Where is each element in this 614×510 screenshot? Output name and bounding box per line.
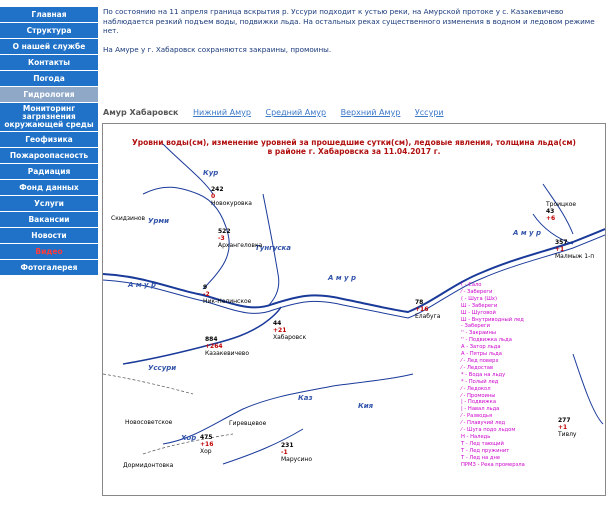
river-label-amur-west: А м у р bbox=[128, 281, 157, 289]
station-level: 44 bbox=[273, 320, 282, 327]
map-title-line-1: Уровни воды(см), изменение уровней за прошедшие сутки(см), ледовые явления, толщина льда(см) bbox=[132, 138, 576, 147]
nav-item-fire-danger[interactable]: Пожароопасность bbox=[0, 148, 98, 163]
legend-item: Ш - Забереги bbox=[461, 302, 498, 309]
legend-item: ⁄ - Ледостав bbox=[461, 364, 493, 371]
river-label-tunguska: Тунгуска bbox=[255, 244, 292, 252]
legend-item: ⁄ - Плавучий лед bbox=[461, 420, 506, 427]
station-nik-nelinskoe bbox=[203, 284, 251, 305]
station-dormidontovka bbox=[123, 462, 173, 469]
legend-item: '' - Подвижка льда bbox=[461, 337, 512, 344]
legend-item: ПРМЗ - Река промерзла bbox=[461, 461, 525, 468]
intro-paragraph-2: На Амуре у г. Хабаровск сохраняются закраины, промоины. bbox=[103, 44, 332, 54]
station-elabuga bbox=[415, 299, 440, 320]
station-change: +16 bbox=[415, 306, 429, 313]
legend-item: ⁄ - Промоины bbox=[461, 392, 496, 399]
station-change: -1 bbox=[281, 449, 288, 456]
map-title-line-2: в районе г. Хабаровска за 11.04.2017 г. bbox=[267, 147, 441, 156]
station-change: 0 bbox=[211, 193, 216, 200]
station-name: Казакевичево bbox=[205, 350, 249, 357]
nav-item-data-fund[interactable]: Фонд данных bbox=[0, 180, 98, 195]
intro-paragraph-1: По состоянию на 11 апреля граница вскрытия р. Уссури подходит к устью реки, на Амурской протоке у с. Казакевичево наблюдается резкий подъем воды, подвижки льда. На остальных реках существенного изменения в водном и ледовом режиме нет. bbox=[103, 7, 595, 35]
legend-item: ⁄ - Шуга подо льдом bbox=[461, 427, 516, 434]
legend-item: * - Вода на льду bbox=[461, 371, 506, 378]
station-change: +6 bbox=[546, 215, 556, 222]
legend-item: | - Навал льда bbox=[461, 406, 500, 413]
station-change: +16 bbox=[200, 441, 214, 448]
station-change: +21 bbox=[273, 327, 287, 334]
station-name: Малмыж 1-п bbox=[555, 253, 595, 260]
station-girevtsevoe bbox=[229, 420, 266, 427]
legend-item: ⁄ - Разводья bbox=[461, 413, 493, 420]
tab-ussuri[interactable]: Уссури bbox=[414, 108, 444, 117]
station-name: Архангеловка bbox=[218, 242, 263, 249]
station-name: Елабуга bbox=[415, 313, 441, 320]
station-novosovetskoe bbox=[125, 419, 172, 426]
station-khabarovsk bbox=[273, 320, 306, 341]
tab-lower-amur[interactable]: Нижний Амур bbox=[193, 108, 251, 117]
legend-item: ( - Сало bbox=[461, 282, 482, 288]
tab-upper-amur[interactable]: Верхний Амур bbox=[340, 108, 401, 117]
station-change: +264 bbox=[205, 343, 223, 350]
station-change: +1 bbox=[555, 246, 565, 253]
station-name: Гиревцевое bbox=[229, 420, 267, 427]
station-name: Дормидонтовка bbox=[123, 462, 174, 469]
tab-amur-khabarovsk[interactable]: Амур Хабаровск bbox=[103, 108, 179, 117]
legend-item: Н - Наледь bbox=[461, 433, 491, 440]
nav-item-weather[interactable]: Погода bbox=[0, 71, 98, 86]
station-name: Скидзинов bbox=[111, 215, 146, 222]
nav-item-news[interactable]: Новости bbox=[0, 228, 98, 243]
legend-item: - Забереги bbox=[461, 323, 490, 330]
station-name: Тивлу bbox=[558, 431, 577, 438]
station-level: 43 bbox=[546, 208, 555, 215]
nav-item-contacts[interactable]: Контакты bbox=[0, 55, 98, 70]
station-level: 475 bbox=[200, 434, 213, 441]
legend-item: Т - Лед на дне bbox=[461, 454, 501, 461]
legend-item: Ш - Шуговой bbox=[461, 309, 496, 316]
map-rivers bbox=[103, 124, 605, 495]
legend-item: * - Полый лед bbox=[461, 378, 499, 385]
legend-item: Т - Лед пружинит bbox=[461, 447, 510, 454]
legend-item: А - Пятры льда bbox=[461, 351, 502, 358]
station-name: Марусино bbox=[281, 456, 313, 463]
hydrology-map bbox=[102, 123, 606, 496]
nav-item-structure[interactable]: Структура bbox=[0, 23, 98, 38]
station-level: 78 bbox=[415, 299, 424, 306]
station-name: Новосоветское bbox=[125, 419, 173, 426]
nav-item-radiation[interactable]: Радиация bbox=[0, 164, 98, 179]
station-troitskoe bbox=[546, 201, 576, 222]
station-arkhangelovka bbox=[218, 228, 262, 249]
legend-item: ( - Шуга (Шх) bbox=[461, 295, 498, 302]
intro-text bbox=[103, 7, 603, 63]
station-name: Хор bbox=[200, 448, 212, 455]
station-change: -3 bbox=[218, 235, 225, 242]
ice-legend bbox=[461, 282, 525, 468]
legend-item: ⁄ - Забереги bbox=[461, 288, 493, 295]
nav-item-pollution-monitoring[interactable]: Мониторинг загрязнения окружающей среды bbox=[0, 103, 98, 131]
nav-item-about[interactable]: О нашей службе bbox=[0, 39, 98, 54]
nav-item-vacancies[interactable]: Вакансии bbox=[0, 212, 98, 227]
station-novokurovka bbox=[211, 186, 252, 207]
river-label-amur-center: А м у р bbox=[328, 274, 357, 282]
tab-middle-amur[interactable]: Средний Амур bbox=[265, 108, 327, 117]
station-skidzinov bbox=[111, 215, 145, 222]
river-label-urmi: Урми bbox=[148, 217, 170, 225]
station-malmyzh bbox=[555, 239, 594, 260]
river-label-kia: Кия bbox=[358, 402, 374, 410]
nav-item-video[interactable]: Видео bbox=[0, 244, 98, 259]
river-label-amur-east: А м у р bbox=[513, 229, 542, 237]
station-change: -2 bbox=[203, 291, 210, 298]
station-level: 9 bbox=[203, 284, 208, 291]
station-level: 231 bbox=[281, 442, 294, 449]
station-kazakevichevo bbox=[205, 336, 249, 357]
station-level: 242 bbox=[211, 186, 224, 193]
nav-item-hydrology[interactable]: Гидрология bbox=[0, 87, 98, 102]
nav-item-geophysics[interactable]: Геофизика bbox=[0, 132, 98, 147]
station-level: 357 bbox=[555, 239, 568, 246]
river-label-kaza: Каз bbox=[298, 394, 313, 402]
station-level: 884 bbox=[205, 336, 218, 343]
river-label-khor: Хор bbox=[181, 434, 197, 442]
river-label-ussuri: Уссури bbox=[148, 364, 177, 372]
legend-item: А - Затор льда bbox=[461, 344, 501, 351]
station-khor bbox=[200, 434, 213, 455]
station-tivlu bbox=[558, 417, 577, 438]
sidebar-nav bbox=[0, 7, 98, 276]
station-name: Новокуровка bbox=[211, 200, 252, 207]
river-label-kur: Кур bbox=[203, 169, 219, 177]
legend-item: ⁄ - Лед поверх bbox=[461, 357, 499, 364]
region-tabs bbox=[103, 108, 456, 117]
legend-item: Ш - Внутриводный лед bbox=[461, 316, 524, 323]
station-marusino bbox=[281, 442, 312, 463]
station-level: 277 bbox=[558, 417, 571, 424]
station-name: Хабаровск bbox=[273, 334, 307, 341]
legend-item: Т - Лед тающий bbox=[461, 440, 504, 447]
legend-item: | - Подвижка bbox=[461, 399, 496, 406]
nav-item-services[interactable]: Услуги bbox=[0, 196, 98, 211]
station-level: 522 bbox=[218, 228, 231, 235]
nav-item-photo-gallery[interactable]: Фотогалерея bbox=[0, 260, 98, 275]
nav-item-home[interactable]: Главная bbox=[0, 7, 98, 22]
station-name: Ник-Нелинское bbox=[203, 298, 252, 305]
legend-item: ⁄ - Ледокол bbox=[461, 385, 491, 392]
station-change: +1 bbox=[558, 424, 568, 431]
legend-item: '' - Закраины bbox=[461, 330, 496, 337]
station-name: Троицкое bbox=[546, 201, 577, 208]
